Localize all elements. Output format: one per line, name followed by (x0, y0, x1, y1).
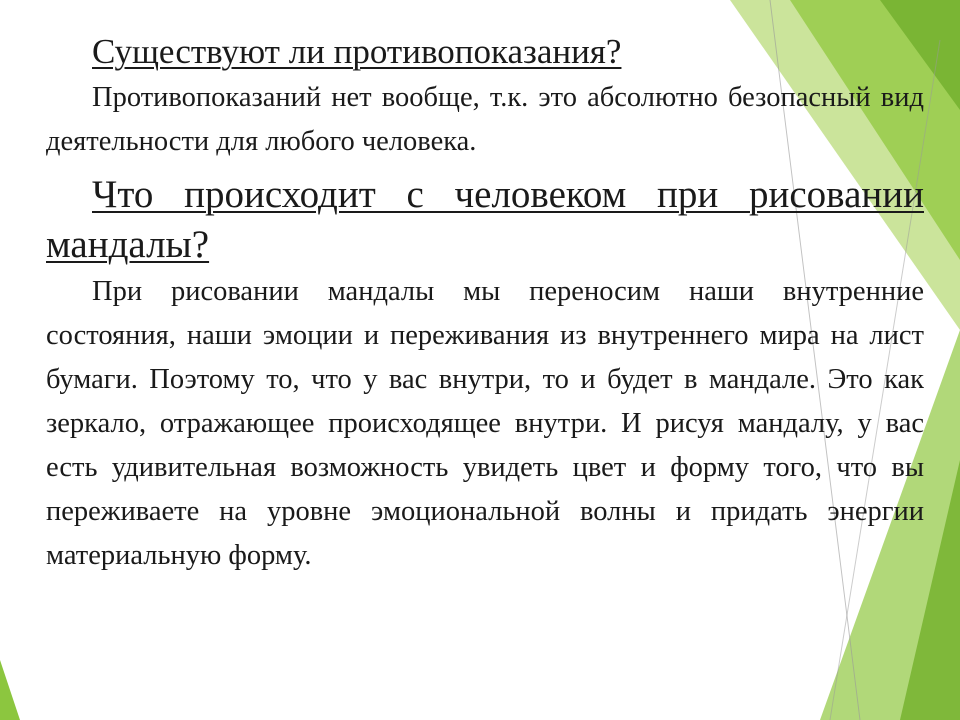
slide-content (46, 28, 924, 578)
heading-mandala-drawing: Что происходит с человеком при рисовании мандалы? (46, 173, 924, 266)
green-corner-left (0, 660, 20, 720)
paragraph-mandala-drawing: При рисовании мандалы мы переносим наши внутренние состояния, наши эмоции и переживания из внутреннего мира на лист бумаги. Поэтому то, что у вас внутри, то и будет в мандале. Это как зеркало, отражающее происходящее внутри. И рисуя мандалу, у вас есть удивительная возможность увидеть цвет и форму того, что вы переживаете на уровне эмоциональной волны и придать энергии материальную форму. (46, 276, 924, 571)
heading-contraindications: Существуют ли противопоказания? (92, 32, 622, 71)
paragraph-contraindications: Противопоказаний нет вообще, т.к. это абсолютно безопасный вид деятельности для любого человека. (46, 82, 924, 157)
